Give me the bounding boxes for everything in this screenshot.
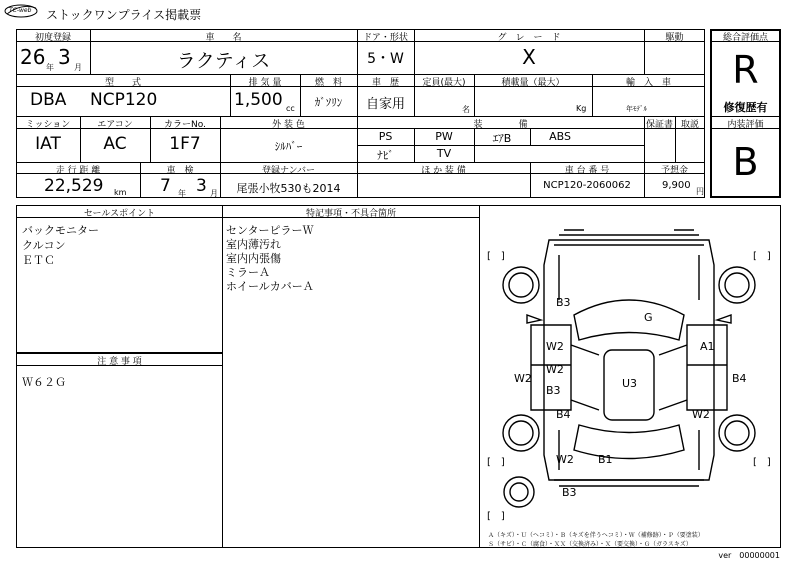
damage-label: B1: [598, 453, 613, 466]
fuel-value: ｶﾞｿﾘﾝ: [314, 96, 343, 109]
label-inspection: 車 検: [166, 166, 194, 176]
label-interior-eval: 内装評価: [727, 120, 764, 130]
page-title: ストックワンプライス掲載票: [46, 8, 202, 22]
model-value: NCP120: [90, 90, 158, 110]
wheel-icon: [503, 415, 539, 451]
interior-eval-value: B: [732, 140, 759, 184]
damage-label: W2: [546, 340, 564, 353]
damage-label: W2: [514, 372, 532, 385]
unit-cc: cc: [286, 104, 295, 113]
damage-label: B3: [556, 296, 571, 309]
mission-value: IAT: [35, 134, 61, 154]
equip-tv: TV: [436, 147, 452, 160]
label-chassis: 車 台 番 号: [564, 166, 610, 176]
unit-model-year: 年ﾓﾃﾞﾙ: [626, 105, 647, 113]
damage-label: W2: [546, 363, 564, 376]
label-first-reg: 初度登録: [34, 33, 71, 43]
legend-line-1: Ａ（キズ）・Ｕ（ヘコミ）・Ｂ（キズを伴うヘコミ）・Ｗ（補修跡）・Ｐ（要塗装）: [488, 532, 704, 539]
remark-item: ミラーＡ: [226, 266, 270, 279]
sales-point-item: ＥＴＣ: [22, 254, 55, 267]
label-grade: グ レ ー ド: [497, 33, 561, 43]
label-fuel: 燃 料: [314, 78, 342, 88]
damage-label: A1: [700, 340, 715, 353]
label-overall-eval: 総合評価点: [722, 33, 768, 43]
label-manual: 取説: [680, 120, 699, 130]
remark-item: 室内薄汚れ: [226, 238, 281, 251]
bracket-spare: [ ]: [487, 511, 505, 522]
bracket-left-bottom: [ ]: [487, 457, 505, 468]
unit-kg: Kg: [576, 104, 587, 113]
mileage-value: 22,529: [44, 176, 104, 196]
wheel-icon: [719, 415, 755, 451]
label-notes: 注 意 事 項: [97, 357, 142, 367]
logo-text: TC-web: [9, 7, 32, 14]
displacement-value: 1,500: [234, 90, 283, 110]
sales-point-item: クルコン: [22, 239, 66, 252]
note-item: Ｗ６２Ｇ: [22, 376, 66, 389]
equip-navi: ﾅﾋﾞ: [377, 149, 394, 162]
overall-eval-note: 修復歴有: [723, 101, 768, 114]
spare-wheel-icon: [504, 477, 534, 507]
label-drive: 駆動: [665, 33, 684, 43]
door-value: 5・W: [367, 51, 404, 67]
equip-ps: PS: [378, 130, 393, 143]
label-plate: 登録ナンバー: [262, 166, 315, 176]
label-import: 輸 入 車: [625, 78, 671, 88]
damage-label: B4: [556, 408, 571, 421]
overall-eval-value: R: [732, 48, 759, 92]
label-mileage: 走 行 距 離: [55, 166, 101, 176]
color-no-value: 1F7: [169, 134, 201, 154]
label-ext-color: 外 装 色: [272, 120, 305, 130]
history-value: 自家用: [365, 97, 405, 112]
remark-item: ホイールカバーＡ: [226, 280, 314, 293]
damage-label: B3: [546, 384, 561, 397]
chassis-value: NCP120-2060062: [543, 180, 631, 191]
label-price: 予想金: [660, 166, 688, 176]
model-prefix-value: DBA: [30, 90, 67, 110]
unit-insp-year: 年: [178, 189, 186, 198]
damage-label: B4: [732, 372, 747, 385]
equip-pw: PW: [435, 130, 453, 143]
label-color-no: カラーNo.: [164, 120, 206, 130]
equip-airbag: ｴｱB: [492, 132, 512, 145]
price-value: 9,900: [662, 180, 691, 191]
wheel-icon: [719, 267, 755, 303]
bracket-right-top: [ ]: [753, 251, 771, 262]
unit-yen: 円: [696, 187, 704, 196]
color-value: ｼﾙﾊﾞｰ: [274, 140, 303, 153]
bracket-left-top: [ ]: [487, 251, 505, 262]
unit-month: 月: [74, 63, 82, 72]
unit-insp-month: 月: [210, 189, 218, 198]
legend-line-2: Ｓ（サビ）・Ｃ（腐食）・ＸＸ（交換済み）・Ｘ（要交換）・Ｇ（ガラスキズ）: [488, 541, 692, 548]
label-model: 型 式: [104, 78, 141, 88]
label-door-shape: ドア・形状: [363, 33, 408, 43]
aircon-value: AC: [103, 134, 127, 154]
label-capacity: 定員(最大): [422, 78, 466, 88]
label-remarks: 特記事項・不具合箇所: [305, 209, 396, 219]
damage-label: W2: [556, 453, 574, 466]
label-warranty: 保証書: [645, 120, 673, 130]
damage-label: U3: [622, 377, 638, 390]
unit-year: 年: [46, 63, 54, 72]
label-sales-points: セールスポイント: [83, 209, 156, 219]
sales-point-item: バックモニター: [22, 224, 99, 237]
unit-name: 名: [462, 105, 470, 114]
label-aircon: エアコン: [97, 120, 133, 130]
label-history: 車 歴: [371, 78, 399, 88]
first-reg-year: 26: [20, 45, 46, 69]
label-other: ほ か 装 備: [421, 166, 466, 176]
damage-label: G: [644, 311, 653, 324]
label-displacement: 排 気 量: [248, 78, 282, 88]
version-label: ver 00000001: [718, 551, 780, 560]
label-car-name: 車 名: [205, 33, 242, 43]
equip-abs: ABS: [549, 130, 571, 143]
car-name-value: ラクティス: [176, 50, 271, 72]
remark-item: センターピラーＷ: [226, 224, 314, 237]
remark-item: 室内内張傷: [226, 252, 281, 265]
bracket-right-bottom: [ ]: [753, 457, 771, 468]
plate-value: 尾張小牧530も2014: [236, 182, 341, 195]
inspection-month: 3: [196, 176, 207, 196]
label-equipment: 装 備: [473, 120, 528, 130]
label-mission: ミッション: [25, 120, 71, 130]
wheel-icon: [503, 267, 539, 303]
first-reg-month: 3: [58, 45, 71, 69]
damage-label: B3: [562, 486, 577, 499]
damage-label: W2: [692, 408, 710, 421]
grade-value: X: [522, 45, 536, 69]
unit-km: km: [114, 188, 127, 197]
label-load: 積載量（最大）: [501, 78, 565, 88]
inspection-year: 7: [160, 176, 171, 196]
